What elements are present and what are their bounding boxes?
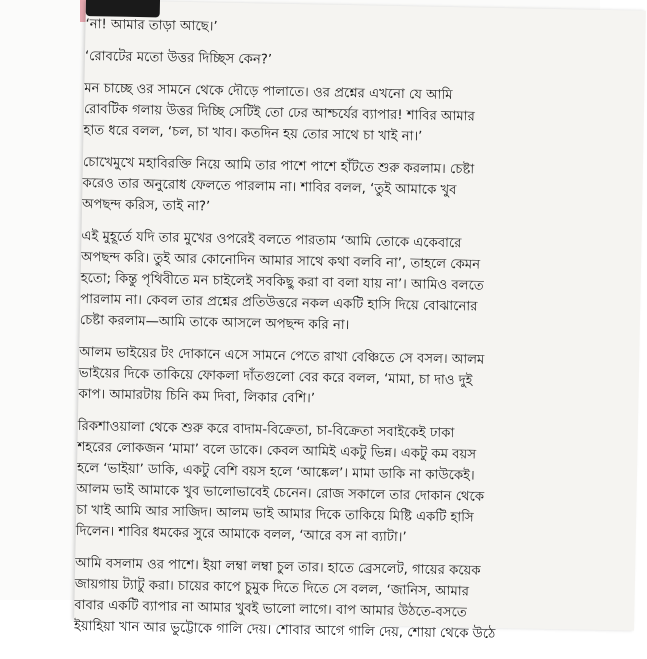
- text-line: কাপ। আমারটায় চিনি কম দিবা, লিকার বেশি।’: [78, 386, 316, 407]
- text-line: শহরের লোকজন ‘মামা’ বলে ডাকে। কেবল আমিই একটু ভিন্ন। একটু কম বয়স: [77, 439, 477, 463]
- text-line: আলম ভাই আমাকে খুব ভালোভাবেই চেনেন। রোজ সকালে তার দোকান থেকে: [76, 481, 485, 505]
- text-line: ইয়াহিয়া খান আর ভুট্টোকে গালি দেয়। শোবার আগে গালি দেয়, শোয়া থেকে উঠে: [73, 618, 496, 642]
- paragraph-4: [82, 152, 619, 225]
- paragraph-6: [78, 342, 615, 415]
- text-line: ভাইয়ের দিকে তাকিয়ে ফোকলা দাঁতগুলো বের করে বলল, ‘মামা, চা দাও দুই: [78, 365, 473, 389]
- text-line: মন চাচ্ছে ওর সামনে থেকে দৌড়ে পালাতে। ওর প্রশ্নের এখনো যে আমি: [84, 80, 453, 104]
- text-line: এই মুহূর্তে যদি তার মুখের ওপরেই বলতে পারতাম ‘আমি তোকে একেবারে: [81, 228, 462, 252]
- text-line: রিকশাওয়ালা থেকে শুরু করে বাদাম-বিক্রেতা, চা-বিক্রেতা সবাইকেই ঢাকা: [77, 418, 455, 442]
- paragraph-7: [76, 416, 614, 552]
- text-line: আমি বসলাম ওর পাশে। ইয়া লম্বা লম্বা চুল তার। হাতে ব্রেসলেট, গায়ের কয়েক: [75, 555, 481, 579]
- text-line: রোবটিক গলায় উত্তর দিচ্ছি সেটিই তো ঢের আশ্চর্যের ব্যাপার! শাবির আমার: [83, 101, 475, 125]
- text-line: চা খাই আমি আর সাজিদ। আলম ভাই আমার দিকে তাকিয়ে মিষ্টি একটি হাসি: [76, 502, 474, 526]
- text-line: ‘না! আমার তাড়া আছে।’: [85, 16, 218, 35]
- page-text: [74, 14, 622, 658]
- text-line: বাবার একটি ব্যাপার না আমার খুবই ভালো লাগে। বাপ আমার উঠতে-বসতে: [74, 597, 467, 621]
- text-line: চোখেমুখে মহাবিরক্তি নিয়ে আমি তার পাশে পাশে হাঁটতে শুরু করলাম। চেষ্টা: [82, 154, 475, 178]
- text-line: আলম ভাইয়ের টং দোকানে এসে সামনে পেতে রাখা বেঞ্চিতে সে বসল। আলম: [79, 344, 485, 368]
- paragraph-5: [80, 226, 618, 341]
- paragraph-2: [85, 46, 621, 77]
- text-line: হাত ধরে বলল, ‘চল, চা খাব। কতদিন হয় তোর সাথে চা খাই না।’: [83, 122, 423, 145]
- book-page: [73, 0, 646, 642]
- text-line: চেষ্টা করলাম—আমি তাকে আসলে অপছন্দ করি না।: [79, 312, 350, 334]
- text-line: অপছন্দ করি। তুই আর কোনোদিন আমার সাথে কথা বলবি না’, তাহলে কেমন: [80, 249, 481, 273]
- text-line: জায়গায় ট্যাটু করা। চায়ের কাপে চুমুক দিতে দিতে সে বলল, ‘জানিস, আমার: [74, 576, 470, 600]
- text-line: হলে ‘ভাইয়া’ ডাকি, একটু বেশি বয়স হলে ‘আঙ্কেল’। মামা ডাকি না কাউকেই।: [76, 460, 475, 484]
- text-line: হতো; কিন্তু পৃথিবীতে মন চাইলেই সবকিছু করা বা বলা যায় না’। আমিও বলতে: [80, 270, 484, 294]
- text-line: ‘রোবটের মতো উত্তর দিচ্ছিস কেন?’: [84, 48, 273, 68]
- text-line: করেও তার অনুরোধ ফেলতে পারলাম না। শাবির বলল, ‘তুই আমাকে খুব: [82, 175, 457, 199]
- text-line: দিলেন। শাবির ধমকের সুরে আমাকে বলল, ‘আরে বস না ব্যাটা।’: [75, 523, 407, 546]
- paragraph-3: [83, 78, 620, 151]
- text-line: অপছন্দ করিস, তাই না?’: [81, 196, 211, 215]
- text-line: পারলাম না। কেবল তার প্রশ্নের প্রতিউত্তরে নকল একটি হাসি দিয়ে বোঝানোর: [80, 291, 478, 315]
- paragraph-1: [85, 14, 621, 45]
- paragraph-8: [74, 553, 612, 647]
